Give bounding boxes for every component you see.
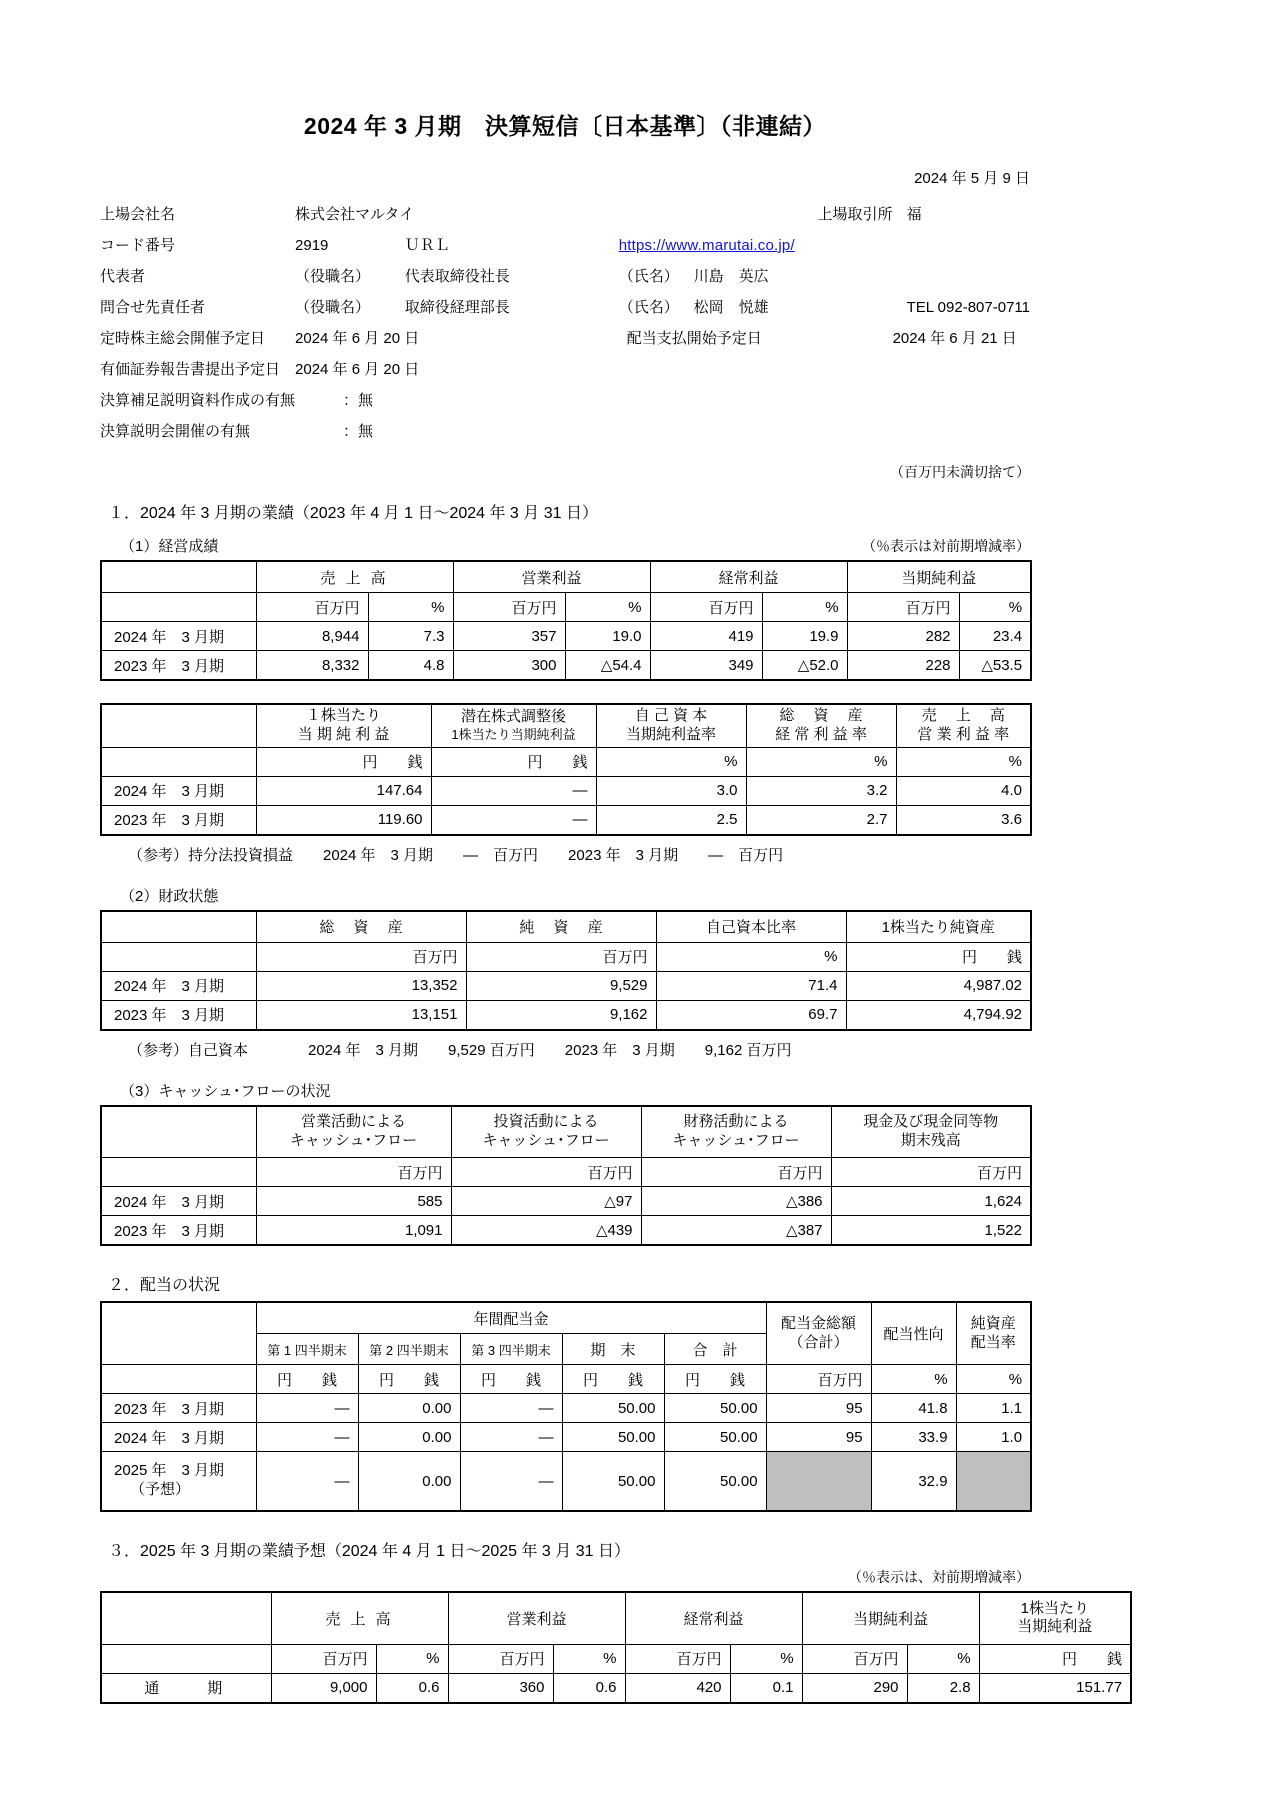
- fc-col-blank: [101, 1592, 271, 1644]
- row-period: 2023 年 3 月期: [101, 1000, 256, 1030]
- report-date: 2024 年 5 月 9 日: [914, 170, 1030, 187]
- fin-col-equity-ratio: 自己資本比率: [656, 911, 846, 943]
- cf-col-operating-line2: キャッシュ･フロー: [289, 1131, 418, 1149]
- table-header-row: [101, 1106, 1031, 1158]
- cell-year-end: 50.00: [562, 1394, 664, 1423]
- cell-net: 290: [802, 1673, 907, 1703]
- exchange-label: 上場取引所: [817, 206, 893, 223]
- dividend-payment-date: 2024 年 6 月 21 日: [892, 330, 1017, 347]
- section1-sub3-heading: （3）キャッシュ･フローの状況: [120, 1082, 331, 1100]
- fc-col-net: 当期純利益: [802, 1592, 979, 1644]
- table-unit-row: [101, 593, 1031, 622]
- cell-total-amount: 95: [766, 1423, 871, 1452]
- table-header-row: [101, 704, 1031, 747]
- briefing-label: 決算説明会開催の有無: [100, 423, 251, 440]
- header-row-agm: [100, 322, 1030, 353]
- cell-sales: 8,332: [256, 651, 368, 681]
- cell-total: 50.00: [664, 1394, 766, 1423]
- cell-roe: 3.0: [596, 776, 746, 805]
- cell-investing-cf: △97: [451, 1187, 641, 1216]
- table-unit-row: [101, 1365, 1031, 1394]
- cell-q2: 0.00: [358, 1423, 460, 1452]
- section1-sub1-row: [100, 535, 1030, 556]
- header-row-filing: [100, 353, 1030, 384]
- row-period: 2023 年 3 月期: [101, 1394, 256, 1423]
- code-label: コード番号: [100, 237, 176, 254]
- supplement-value: ：無: [343, 392, 374, 409]
- cell-investing-cf: △439: [451, 1216, 641, 1246]
- div-col-total-amount-line2: （合計）: [788, 1333, 849, 1351]
- cell-q3: —: [460, 1452, 562, 1512]
- row-period: 2023 年 3 月期: [101, 651, 256, 681]
- table-row: [101, 776, 1031, 805]
- unit-yen-sen: 円 銭: [431, 747, 596, 776]
- cell-cash-end: 1,624: [831, 1187, 1031, 1216]
- div-col-total: 合 計: [664, 1334, 766, 1365]
- ratio-col-roa-line2: 経 常 利 益 率: [775, 725, 867, 743]
- cell-net-assets: 9,162: [466, 1000, 656, 1030]
- row-period: 2024 年 3 月期: [101, 1423, 256, 1452]
- table-unit-row: [101, 942, 1031, 971]
- cell-equity-ratio: 71.4: [656, 971, 846, 1000]
- cell-q3: —: [460, 1423, 562, 1452]
- unit-pct: %: [553, 1644, 625, 1673]
- cell-operating-pct: 19.0: [565, 622, 650, 651]
- representative-name-label: （氏名）: [618, 268, 679, 285]
- div-col-year-end: 期 末: [562, 1334, 664, 1365]
- cell-ordinary: 420: [625, 1673, 730, 1703]
- cell-bps: 4,987.02: [846, 971, 1031, 1000]
- div-col-total-amount-line1: 配当金総額: [781, 1314, 857, 1332]
- cell-diluted-eps: —: [431, 776, 596, 805]
- row-period: 2023 年 3 月期: [101, 805, 256, 835]
- exchange-value: 福: [906, 206, 922, 223]
- unit-pct: %: [565, 593, 650, 622]
- cell-year-end: 50.00: [562, 1452, 664, 1512]
- contact-role: 取締役経理部長: [404, 299, 510, 316]
- unit-pct: %: [730, 1644, 802, 1673]
- fin-col-net-assets: 純 資 産: [466, 911, 656, 943]
- div-col-q1: 第 1 四半期末: [256, 1334, 358, 1365]
- div-col-blank: [101, 1302, 256, 1365]
- row-period: 2023 年 3 月期: [101, 1216, 256, 1246]
- cf-col-cash-end-line2: 期末残高: [900, 1131, 961, 1149]
- table-row: [101, 971, 1031, 1000]
- header-row-contact: [100, 291, 1030, 322]
- ratio-col-eps-line1: １株当たり: [305, 707, 381, 724]
- ratio-col-roe: [596, 704, 746, 747]
- cell-ordinary: 349: [650, 651, 762, 681]
- forecast-table: [100, 1591, 1132, 1704]
- unit-yen: 百万円: [625, 1644, 730, 1673]
- fc-col-sales: 売 上 高: [271, 1592, 448, 1644]
- cell-total-assets: 13,352: [256, 971, 466, 1000]
- unit-pct: %: [746, 747, 896, 776]
- cf-col-cash-end: [831, 1106, 1031, 1158]
- section1-sub2-heading: （2）財政状態: [120, 887, 219, 905]
- unit-yen: 百万円: [448, 1644, 553, 1673]
- div-col-total-amount: [766, 1302, 871, 1365]
- table-row-forecast: [101, 1452, 1031, 1512]
- table-row: [101, 1216, 1031, 1246]
- page-content: [100, 0, 1123, 1704]
- cell-roe: 2.5: [596, 805, 746, 835]
- section1-heading: １．2024 年 3 月期の業績（2023 年 4 月 1 日～2024 年 3 月 31 日）: [108, 505, 598, 522]
- company-label: 上場会社名: [100, 206, 176, 223]
- unit-pct: %: [762, 593, 847, 622]
- section1-pct-note: （％表示は対前期増減率）: [862, 538, 1030, 554]
- cell-cash-end: 1,522: [831, 1216, 1031, 1246]
- url-link[interactable]: [619, 229, 1030, 260]
- unit-pct: %: [907, 1644, 979, 1673]
- filing-date: 2024 年 6 月 20 日: [295, 361, 420, 378]
- cell-sales-pct: 7.3: [368, 622, 453, 651]
- div-col-dor-line2: 配当率: [970, 1333, 1016, 1351]
- cell-diluted-eps: —: [431, 805, 596, 835]
- representative-label: 代表者: [100, 268, 146, 285]
- cell-total: 50.00: [664, 1452, 766, 1512]
- cf-col-blank: [101, 1106, 256, 1158]
- cell-ordinary-pct: 19.9: [762, 622, 847, 651]
- unit-yen: 百万円: [641, 1158, 831, 1187]
- unit-yen-sen: 円 銭: [256, 747, 431, 776]
- cell-sales: 9,000: [271, 1673, 376, 1703]
- contact-name-label: （氏名）: [618, 299, 679, 316]
- fc-col-operating: 営業利益: [448, 1592, 625, 1644]
- rounding-note: （百万円未満切捨て）: [890, 464, 1030, 480]
- code-value: 2919: [295, 237, 329, 254]
- cell-ordinary-pct: 0.1: [730, 1673, 802, 1703]
- cell-q2: 0.00: [358, 1452, 460, 1512]
- row-period: 2024 年 3 月期: [101, 1187, 256, 1216]
- ratio-col-eps: [256, 704, 431, 747]
- unit-yen: 百万円: [847, 593, 959, 622]
- unit-pct: %: [656, 942, 846, 971]
- representative-role: 代表取締役社長: [404, 268, 510, 285]
- header-row-supplement: [100, 384, 1030, 415]
- cell-net-assets: 9,529: [466, 971, 656, 1000]
- cell-q2: 0.00: [358, 1394, 460, 1423]
- cell-total: 50.00: [664, 1423, 766, 1452]
- perf-col-operating: 営業利益: [453, 561, 650, 593]
- cf-col-financing-line1: 財務活動による: [683, 1113, 789, 1130]
- cell-roa: 3.2: [746, 776, 896, 805]
- table-unit-row: [101, 1158, 1031, 1187]
- row-period-fullyear: 通 期: [101, 1673, 271, 1703]
- table-row: [101, 1423, 1031, 1452]
- cell-ordinary-pct: △52.0: [762, 651, 847, 681]
- fin-col-bps: 1株当たり純資産: [846, 911, 1031, 943]
- ratio-col-opm-line2: 営 業 利 益 率: [917, 725, 1010, 743]
- cell-q1: —: [256, 1452, 358, 1512]
- cf-col-investing-line2: キャッシュ･フロー: [482, 1131, 610, 1149]
- cell-operating-cf: 585: [256, 1187, 451, 1216]
- cell-total-assets: 13,151: [256, 1000, 466, 1030]
- cf-col-financing-line2: キャッシュ･フロー: [672, 1131, 800, 1149]
- unit-pct: %: [959, 593, 1031, 622]
- table-row: [101, 1187, 1031, 1216]
- table-header-row: [101, 911, 1031, 943]
- section3-heading: ３．2025 年 3 月期の業績予想（2024 年 4 月 1 日～2025 年 3 月 31 日）: [108, 1543, 630, 1560]
- perf-col-ordinary: 経常利益: [650, 561, 847, 593]
- cell-operating-cf: 1,091: [256, 1216, 451, 1246]
- cell-total-amount-shaded: [766, 1452, 871, 1512]
- unit-yen: 百万円: [271, 1644, 376, 1673]
- unit-yen-sen: 円 銭: [358, 1365, 460, 1394]
- fin-col-total-assets: 総 資 産: [256, 911, 466, 943]
- cell-eps: 119.60: [256, 805, 431, 835]
- table-row: [101, 1000, 1031, 1030]
- contact-telephone: TEL 092-807-0711: [906, 299, 1030, 316]
- section2-heading: ２．配当の状況: [108, 1277, 221, 1294]
- unit-yen: 百万円: [766, 1365, 871, 1394]
- cf-col-operating: [256, 1106, 451, 1158]
- div-col-dor-line1: 純資産: [970, 1314, 1016, 1332]
- table-row: [101, 651, 1031, 681]
- header-row-representative: [100, 260, 1030, 291]
- unit-pct: %: [896, 747, 1031, 776]
- cashflow-table: [100, 1105, 1032, 1247]
- cell-financing-cf: △387: [641, 1216, 831, 1246]
- unit-yen-sen: 円 銭: [846, 942, 1031, 971]
- cell-operating: 360: [448, 1673, 553, 1703]
- ratio-col-opm-line1: 売 上 高: [921, 707, 1005, 724]
- unit-yen-sen: 円 銭: [562, 1365, 664, 1394]
- cell-net-pct: 23.4: [959, 622, 1031, 651]
- cell-operating: 357: [453, 622, 565, 651]
- dividend-table: [100, 1301, 1032, 1512]
- ratio-table: [100, 703, 1032, 836]
- briefing-value: ：無: [343, 423, 374, 440]
- unit-yen: 百万円: [466, 942, 656, 971]
- perf-col-blank: [101, 561, 256, 593]
- cf-col-investing-line1: 投資活動による: [493, 1113, 599, 1130]
- fc-col-eps-line2: 当期純利益: [1017, 1618, 1093, 1636]
- unit-yen-sen: 円 銭: [664, 1365, 766, 1394]
- cell-ordinary: 419: [650, 622, 762, 651]
- section1-sub1-heading: （1）経営成績: [120, 538, 219, 555]
- unit-yen: 百万円: [802, 1644, 907, 1673]
- cf-col-financing: [641, 1106, 831, 1158]
- ratio-col-diluted-eps-line1: 潜在株式調整後: [460, 708, 566, 726]
- row-period: 2024 年 3 月期: [101, 971, 256, 1000]
- row-period-forecast-line1: 2025 年 3 月期: [114, 1462, 225, 1480]
- cell-payout: 33.9: [871, 1423, 956, 1452]
- cell-sales-pct: 4.8: [368, 651, 453, 681]
- agm-date: 2024 年 6 月 20 日: [295, 330, 420, 347]
- ratio-col-eps-line2: 当 期 純 利 益: [297, 725, 390, 743]
- ratio-col-roe-line1: 自 己 資 本: [634, 707, 708, 724]
- cf-col-operating-line1: 営業活動による: [300, 1113, 406, 1130]
- cell-year-end: 50.00: [562, 1423, 664, 1452]
- dividend-payment-label: 配当支払開始予定日: [626, 330, 762, 347]
- cell-sales-pct: 0.6: [376, 1673, 448, 1703]
- filing-label: 有価証券報告書提出予定日: [100, 361, 281, 378]
- financial-position-table: [100, 910, 1032, 1031]
- unit-yen-sen: 円 銭: [256, 1365, 358, 1394]
- cell-operating: 300: [453, 651, 565, 681]
- row-period: 2024 年 3 月期: [101, 622, 256, 651]
- cell-roa: 2.7: [746, 805, 896, 835]
- contact-role-label: （役職名）: [295, 299, 371, 316]
- cell-opm: 4.0: [896, 776, 1031, 805]
- unit-pct: %: [368, 593, 453, 622]
- header-row-company: [100, 198, 1030, 229]
- reference-equity: （参考）自己資本 2024 年 3 月期 9,529 百万円 2023 年 3 月期 9,162 百万円: [128, 1041, 792, 1059]
- cell-payout: 41.8: [871, 1394, 956, 1423]
- cell-q1: —: [256, 1394, 358, 1423]
- cell-dor: 1.0: [956, 1423, 1031, 1452]
- unit-pct: %: [376, 1644, 448, 1673]
- unit-yen: 百万円: [650, 593, 762, 622]
- fc-col-ordinary: 経常利益: [625, 1592, 802, 1644]
- table-unit-row: [101, 1644, 1131, 1673]
- cell-q1: —: [256, 1423, 358, 1452]
- company-name: 株式会社マルタイ: [295, 206, 415, 223]
- representative-role-label: （役職名）: [295, 268, 371, 285]
- unit-yen: 百万円: [831, 1158, 1031, 1187]
- cell-dor: 1.1: [956, 1394, 1031, 1423]
- table-header-row-group: [101, 1302, 1031, 1334]
- cell-net: 228: [847, 651, 959, 681]
- url-text[interactable]: https://www.marutai.co.jp/: [618, 237, 795, 254]
- unit-pct: %: [956, 1365, 1031, 1394]
- supplement-label: 決算補足説明資料作成の有無: [100, 392, 296, 409]
- header-row-code: [100, 229, 1030, 260]
- contact-name: 松岡 悦雄: [693, 299, 769, 316]
- perf-col-net: 当期純利益: [847, 561, 1031, 593]
- table-row: [101, 805, 1031, 835]
- table-row: [101, 622, 1031, 651]
- unit-yen: 百万円: [256, 1158, 451, 1187]
- fin-col-blank: [101, 911, 256, 943]
- cell-total-amount: 95: [766, 1394, 871, 1423]
- cell-q3: —: [460, 1394, 562, 1423]
- div-col-payout: 配当性向: [871, 1302, 956, 1365]
- ratio-col-opm: [896, 704, 1031, 747]
- div-col-q2: 第 2 四半期末: [358, 1334, 460, 1365]
- unit-yen: 百万円: [451, 1158, 641, 1187]
- table-row: [101, 1673, 1131, 1703]
- cell-operating-pct: 0.6: [553, 1673, 625, 1703]
- cell-equity-ratio: 69.7: [656, 1000, 846, 1030]
- performance-table: [100, 560, 1032, 681]
- unit-pct: %: [871, 1365, 956, 1394]
- table-header-row: [101, 561, 1031, 593]
- fc-col-eps: [979, 1592, 1131, 1644]
- table-row: [101, 1394, 1031, 1423]
- cell-sales: 8,944: [256, 622, 368, 651]
- header-info-table: [100, 198, 1030, 446]
- ratio-col-diluted-eps-line2: 1株当たり当期純利益: [451, 727, 576, 742]
- row-period-forecast-line2: （予想）: [130, 1481, 191, 1498]
- unit-yen: 百万円: [256, 593, 368, 622]
- cell-financing-cf: △386: [641, 1187, 831, 1216]
- row-period-forecast: [101, 1452, 256, 1512]
- agm-label: 定時株主総会開催予定日: [100, 330, 266, 347]
- cell-opm: 3.6: [896, 805, 1031, 835]
- unit-yen-sen: 円 銭: [460, 1365, 562, 1394]
- cell-net: 282: [847, 622, 959, 651]
- page-title: 2024 年 3 月期 決算短信〔日本基準〕（非連結）: [303, 113, 827, 139]
- cell-bps: 4,794.92: [846, 1000, 1031, 1030]
- perf-col-sales: 売 上 高: [256, 561, 453, 593]
- div-col-dor: [956, 1302, 1031, 1365]
- cell-operating-pct: △54.4: [565, 651, 650, 681]
- cell-payout: 32.9: [871, 1452, 956, 1512]
- unit-yen: 百万円: [256, 942, 466, 971]
- url-label: ＵＲＬ: [404, 237, 450, 254]
- row-period: 2024 年 3 月期: [101, 776, 256, 805]
- cell-dor-shaded: [956, 1452, 1031, 1512]
- div-col-q3: 第 3 四半期末: [460, 1334, 562, 1365]
- reference-equity-method: （参考）持分法投資損益 2024 年 3 月期 — 百万円 2023 年 3 月期 — 百万円: [128, 846, 784, 864]
- contact-label: 問合せ先責任者: [100, 299, 206, 316]
- cf-col-investing: [451, 1106, 641, 1158]
- ratio-col-blank: [101, 704, 256, 747]
- cf-col-cash-end-line1: 現金及び現金同等物: [863, 1113, 999, 1130]
- fc-col-eps-line1: 1株当たり: [1020, 1599, 1089, 1617]
- unit-pct: %: [596, 747, 746, 776]
- cell-eps: 151.77: [979, 1673, 1131, 1703]
- cell-net-pct: △53.5: [959, 651, 1031, 681]
- ratio-col-diluted-eps: [431, 704, 596, 747]
- representative-name: 川島 英広: [693, 268, 769, 285]
- table-header-row: [101, 1592, 1131, 1644]
- header-row-briefing: [100, 415, 1030, 446]
- table-unit-row: [101, 747, 1031, 776]
- ratio-col-roa: [746, 704, 896, 747]
- div-group-annual: 年間配当金: [256, 1302, 766, 1334]
- unit-yen-sen: 円 銭: [979, 1644, 1131, 1673]
- cell-eps: 147.64: [256, 776, 431, 805]
- ratio-col-roe-line2: 当期純利益率: [625, 725, 716, 743]
- cell-net-pct: 2.8: [907, 1673, 979, 1703]
- section3-pct-note: （％表示は、対前期増減率）: [848, 1569, 1030, 1585]
- unit-yen: 百万円: [453, 593, 565, 622]
- ratio-col-roa-line1: 総 資 産: [779, 707, 863, 724]
